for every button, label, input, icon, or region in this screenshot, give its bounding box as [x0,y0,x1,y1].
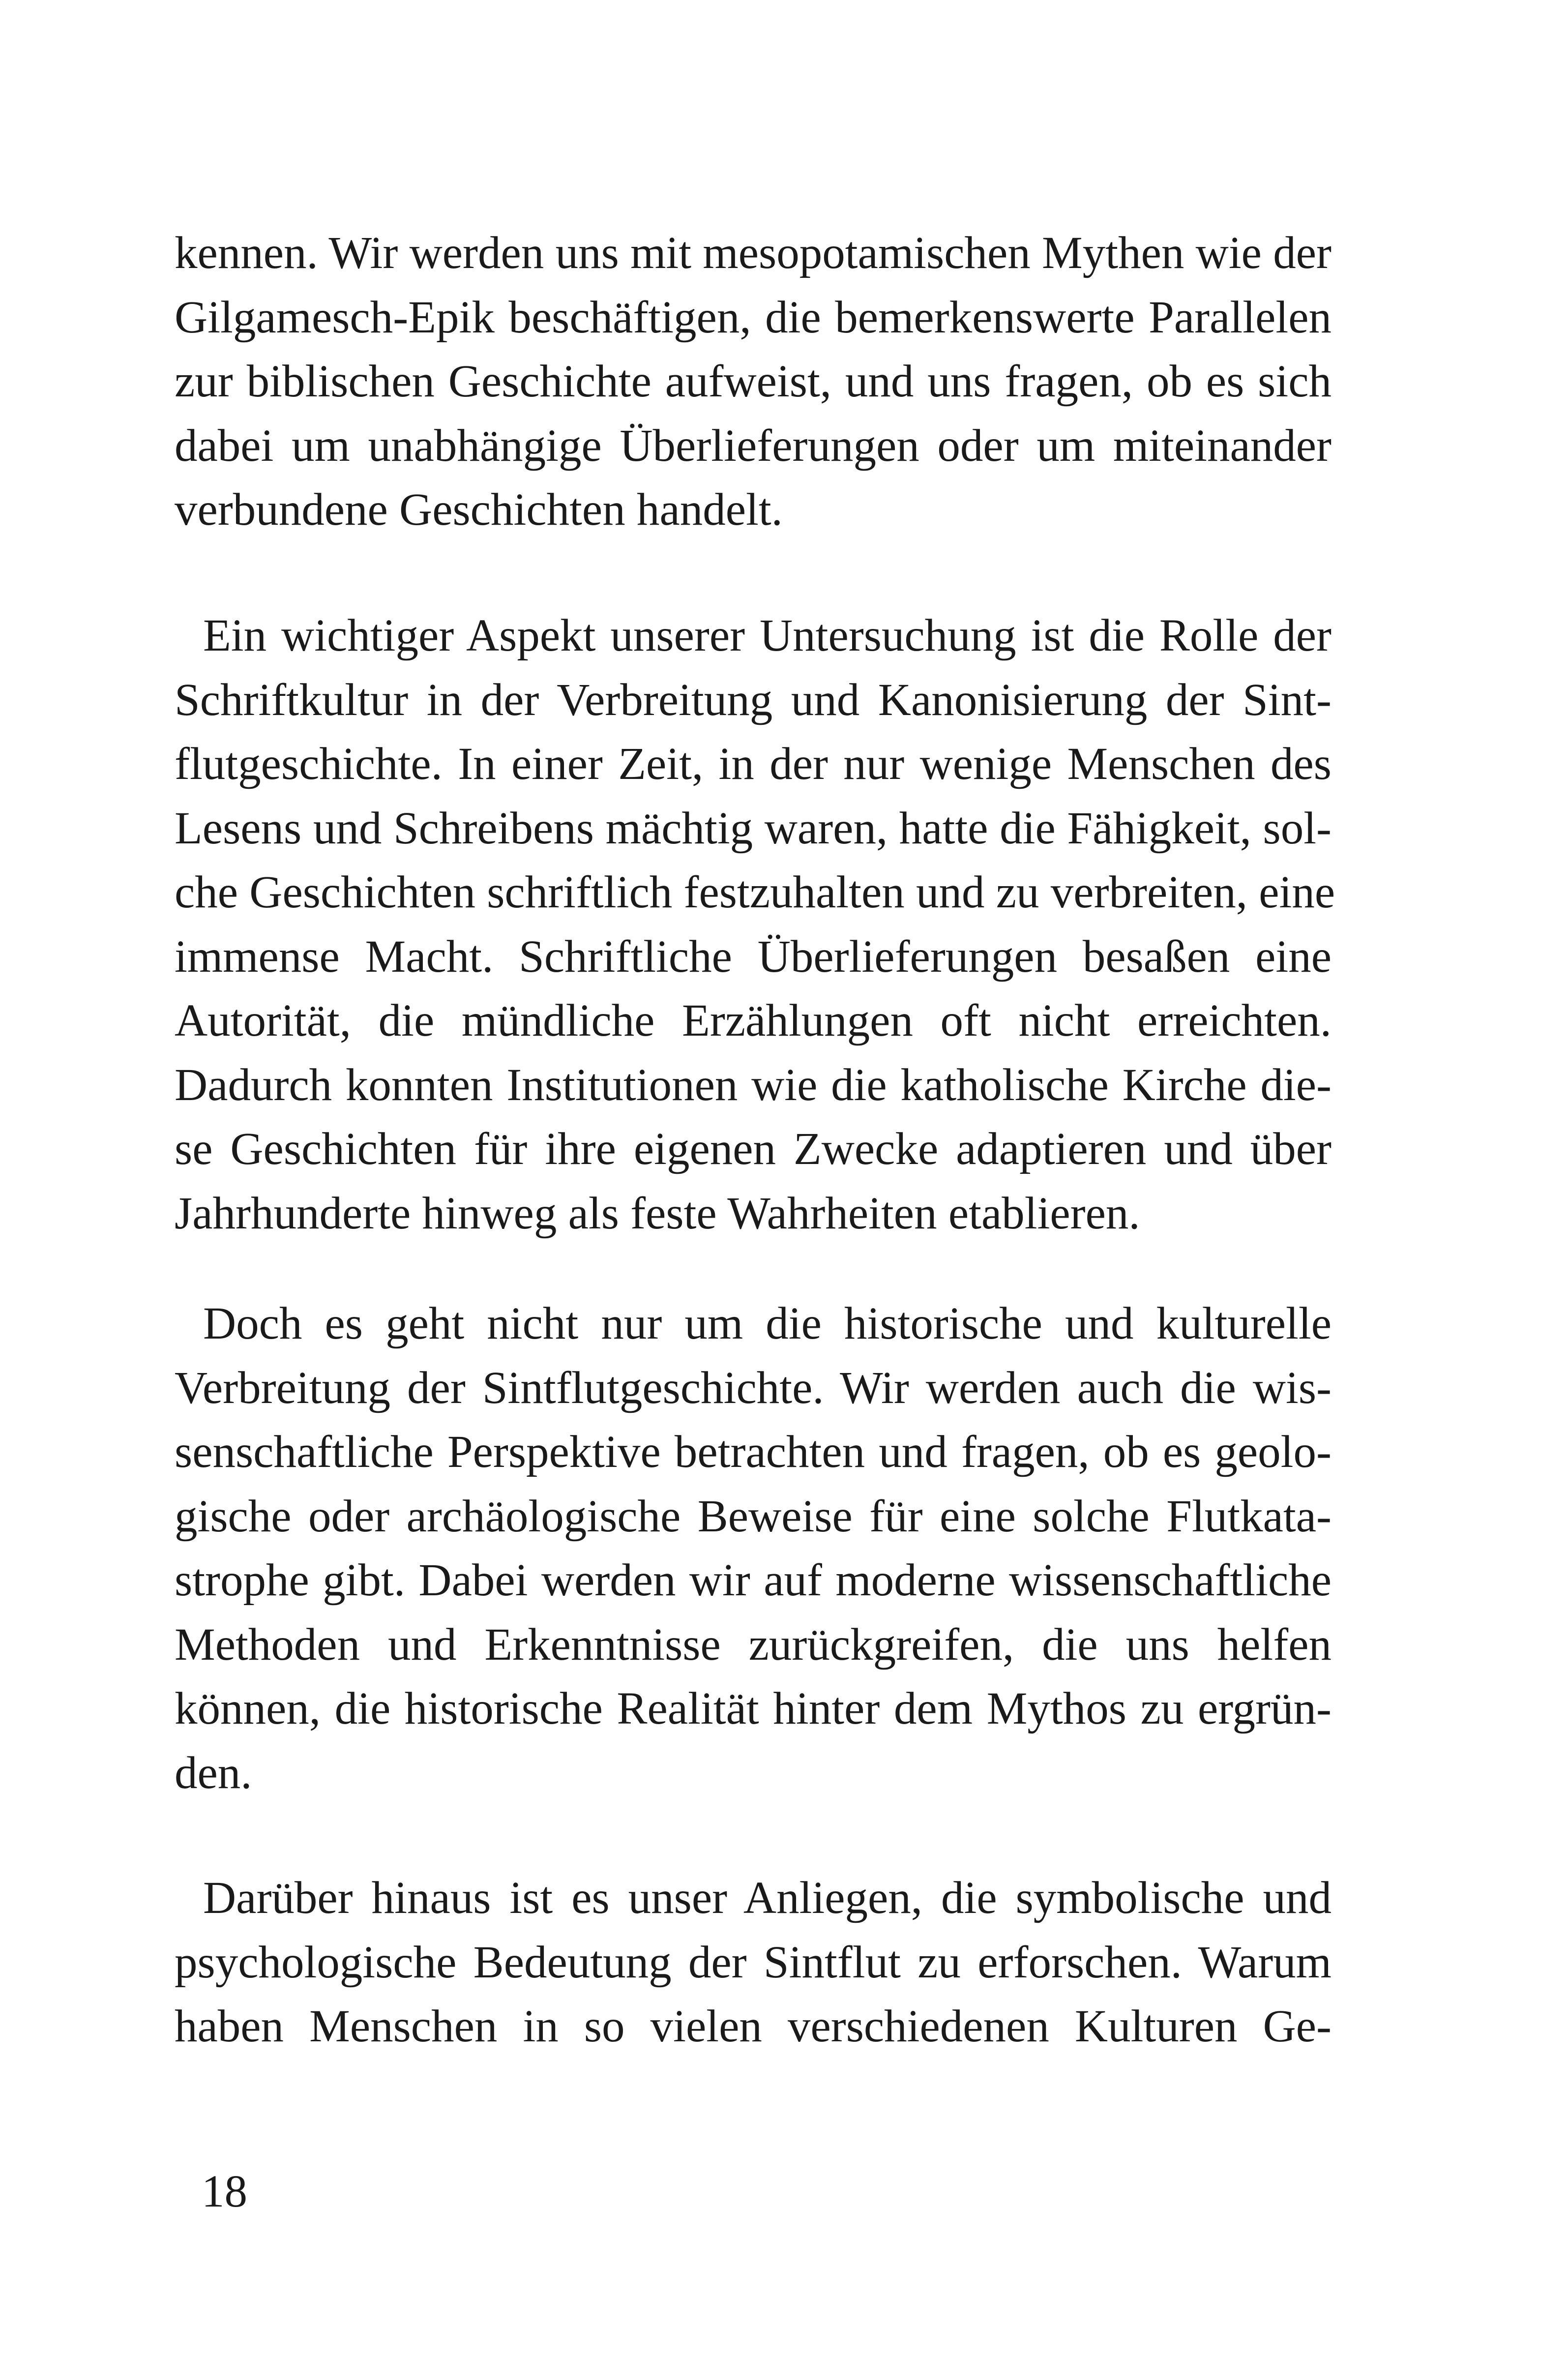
text-line: Gilgamesch-Epik beschäftigen, die bemerkenswerte Parallelen [175,292,1331,343]
text-line: se Geschichten für ihre eigenen Zwecke adaptieren und über [175,1124,1331,1174]
paragraph-1 [175,221,1331,542]
text-line: den. [175,1747,252,1798]
text-line: Lesens und Schreibens mächtig waren, hatte die Fähigkeit, sol- [175,803,1331,854]
text-line: senschaftliche Perspektive betrachten und fragen, ob es geolo- [175,1427,1331,1477]
text-line: kennen. Wir werden uns mit mesopotamischen Mythen wie der [175,228,1331,278]
text-line: Doch es geht nicht nur um die historische und kulturelle [203,1298,1331,1349]
text-line: Schriftkultur in der Verbreitung und Kanonisierung der Sint- [175,674,1331,725]
text-line: haben Menschen in so vielen verschiedenen Kulturen Ge- [175,2001,1331,2052]
text-line: zur biblischen Geschichte aufweist, und uns fragen, ob es sich [175,356,1331,407]
text-line: können, die historische Realität hinter dem Mythos zu ergrün- [175,1683,1331,1734]
page-number: 18 [202,2166,247,2217]
text-line: che Geschichten schriftlich festzuhalten und zu verbreiten, eine [175,867,1335,918]
text-line: immense Macht. Schriftliche Überlieferungen besaßen eine [175,931,1331,982]
text-line: flutgeschichte. In einer Zeit, in der nur wenige Menschen des [175,739,1331,789]
text-line: strophe gibt. Dabei werden wir auf moderne wissenschaftliche [175,1555,1331,1606]
text-line: dabei um unabhängige Überlieferungen oder um miteinander [175,420,1331,471]
paragraph-2 [175,604,1335,1246]
text-line: Dadurch konnten Institutionen wie die katholische Kirche die- [175,1059,1331,1110]
paragraph-4 [175,1866,1331,2059]
text-line: Autorität, die mündliche Erzählungen oft nicht erreichten. [175,995,1331,1046]
text-line: gische oder archäologische Beweise für eine solche Flutkata- [175,1491,1331,1542]
text-line: verbundene Geschichten handelt. [175,484,783,535]
paragraph-3 [175,1292,1331,1805]
text-line: Darüber hinaus ist es unser Anliegen, die symbolische und [203,1873,1331,1923]
text-line: Verbreitung der Sintflutgeschichte. Wir werden auch die wis- [175,1362,1331,1413]
text-line: Methoden und Erkenntnisse zurückgreifen, die uns helfen [175,1619,1331,1670]
text-line: psychologische Bedeutung der Sintflut zu erforschen. Warum [175,1937,1331,1988]
text-line: Jahrhunderte hinweg als feste Wahrheiten etablieren. [175,1188,1140,1239]
text-line: Ein wichtiger Aspekt unserer Untersuchung ist die Rolle der [203,610,1331,661]
